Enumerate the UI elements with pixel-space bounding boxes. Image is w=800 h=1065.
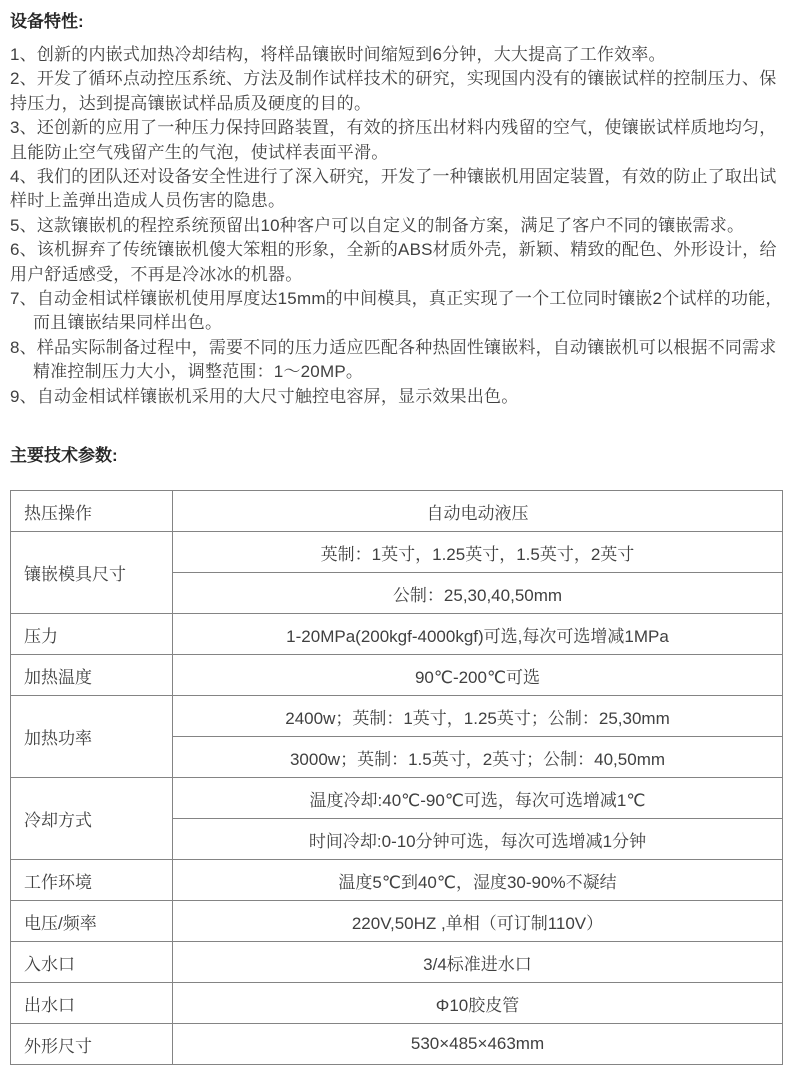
table-row bbox=[11, 901, 783, 942]
spec-value-cooling-temperature: 温度冷却:40℃-90℃可选，每次可选增减1℃ bbox=[173, 778, 783, 819]
table-row bbox=[11, 778, 783, 819]
spec-label-heating-temperature: 加热温度 bbox=[11, 655, 173, 696]
spec-value-water-outlet: Φ10胶皮管 bbox=[173, 983, 783, 1024]
spec-label-mold-size: 镶嵌模具尺寸 bbox=[11, 532, 173, 614]
spec-label-hot-press-operation: 热压操作 bbox=[11, 491, 173, 532]
table-row bbox=[11, 532, 783, 573]
spec-value-voltage-frequency: 220V,50HZ ,单相（可订制110V） bbox=[173, 901, 783, 942]
spec-label-water-inlet: 入水口 bbox=[11, 942, 173, 983]
features-heading: 设备特性: bbox=[10, 12, 84, 31]
table-row bbox=[11, 942, 783, 983]
spec-label-voltage-frequency: 电压/频率 bbox=[11, 901, 173, 942]
spec-label-dimensions: 外形尺寸 bbox=[11, 1024, 173, 1065]
spec-value-hot-press-operation: 自动电动液压 bbox=[173, 491, 783, 532]
spec-value-dimensions: 530×485×463mm bbox=[173, 1024, 783, 1065]
table-row bbox=[11, 696, 783, 737]
spec-value-heating-power-3000w: 3000w；英制：1.5英寸，2英寸；公制：40,50mm bbox=[173, 737, 783, 778]
spec-value-pressure: 1-20MPa(200kgf-4000kgf)可选,每次可选增减1MPa bbox=[173, 614, 783, 655]
specs-heading: 主要技术参数: bbox=[10, 446, 118, 466]
feature-item-3: 3、还创新的应用了一种压力保持回路装置，有效的挤压出材料内残留的空气，使镶嵌试样质地均匀，且能防止空气残留产生的气泡，使试样表面平滑。 bbox=[10, 118, 777, 162]
feature-item-7: 7、自动金相试样镶嵌机使用厚度达15mm的中间模具，真正实现了一个工位同时镶嵌2个试样的功能，而且镶嵌结果同样出色。 bbox=[10, 289, 783, 333]
table-row bbox=[11, 655, 783, 696]
spec-label-heating-power: 加热功率 bbox=[11, 696, 173, 778]
feature-item-5: 5、这款镶嵌机的程控系统预留出10种客户可以自定义的制备方案，满足了客户不同的镶嵌需求。 bbox=[10, 215, 745, 235]
features-section bbox=[10, 10, 790, 409]
spec-value-working-environment: 温度5℃到40℃，湿度30-90%不凝结 bbox=[173, 860, 783, 901]
specs-section bbox=[10, 444, 790, 1065]
feature-item-2: 2、开发了循环点动控压系统、方法及制作试样技术的研究，实现国内没有的镶嵌试样的控制压力、保持压力，达到提高镶嵌试样品质及硬度的目的。 bbox=[10, 69, 777, 113]
spec-value-cooling-time: 时间冷却:0-10分钟可选，每次可选增减1分钟 bbox=[173, 819, 783, 860]
table-row bbox=[11, 1024, 783, 1065]
spec-value-mold-size-imperial: 英制：1英寸，1.25英寸，1.5英寸，2英寸 bbox=[173, 532, 783, 573]
spec-value-heating-power-2400w: 2400w；英制：1英寸，1.25英寸；公制：25,30mm bbox=[173, 696, 783, 737]
table-row bbox=[11, 614, 783, 655]
spec-value-mold-size-metric: 公制：25,30,40,50mm bbox=[173, 573, 783, 614]
specs-table bbox=[10, 490, 783, 1065]
feature-item-9: 9、自动金相试样镶嵌机采用的大尺寸触控电容屏，显示效果出色。 bbox=[10, 386, 519, 406]
table-row bbox=[11, 491, 783, 532]
spec-label-water-outlet: 出水口 bbox=[11, 983, 173, 1024]
feature-item-4: 4、我们的团队还对设备安全性进行了深入研究，开发了一种镶嵌机用固定装置，有效的防止了取出试样时上盖弹出造成人员伤害的隐患。 bbox=[10, 167, 777, 211]
spec-value-water-inlet: 3/4标准进水口 bbox=[173, 942, 783, 983]
table-row bbox=[11, 860, 783, 901]
spec-label-pressure: 压力 bbox=[11, 614, 173, 655]
feature-item-1: 1、创新的内嵌式加热冷却结构，将样品镶嵌时间缩短到6分钟，大大提高了工作效率。 bbox=[10, 45, 666, 64]
feature-item-8: 8、样品实际制备过程中，需要不同的压力适应匹配各种热固性镶嵌料，自动镶嵌机可以根据不同需求精准控制压力大小，调整范围：1～20MP。 bbox=[10, 337, 777, 382]
table-row bbox=[11, 983, 783, 1024]
spec-value-heating-temperature: 90℃-200℃可选 bbox=[173, 655, 783, 696]
spec-label-working-environment: 工作环境 bbox=[11, 860, 173, 901]
feature-item-6: 6、该机摒弃了传统镶嵌机傻大笨粗的形象，全新的ABS材质外壳，新颖、精致的配色、外形设计，给用户舒适感受，不再是冷冰冰的机器。 bbox=[10, 240, 777, 284]
spec-label-cooling-method: 冷却方式 bbox=[11, 778, 173, 860]
